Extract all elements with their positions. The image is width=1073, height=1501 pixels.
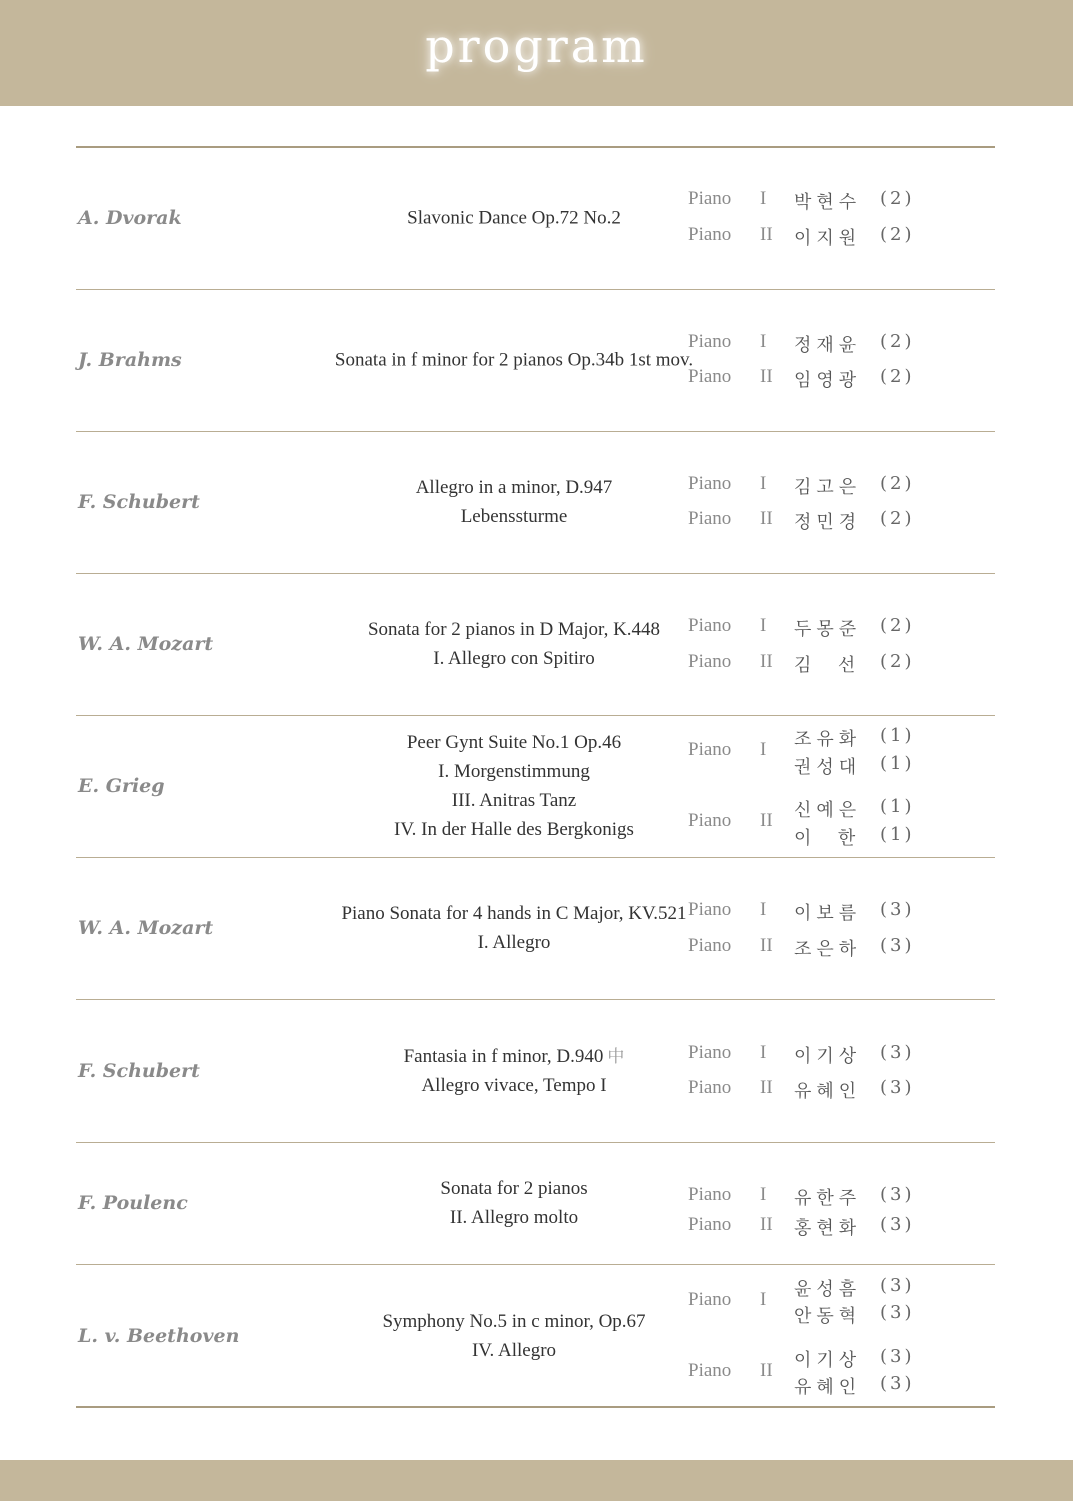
piece-line: Piano Sonata for 4 hands in C Major, KV.521 bbox=[341, 903, 687, 924]
piano-number: II bbox=[760, 935, 773, 956]
header-banner bbox=[0, 0, 1073, 106]
piano-label: Piano bbox=[688, 1289, 732, 1310]
piece-line: III. Anitras Tanz bbox=[451, 790, 577, 811]
composer-name: W. A. Mozart bbox=[78, 917, 214, 939]
piano-label: Piano bbox=[688, 188, 732, 209]
piano-number: II bbox=[760, 810, 773, 831]
piano-number: I bbox=[760, 615, 767, 636]
piano-label: Piano bbox=[688, 739, 732, 760]
piano-number: II bbox=[760, 508, 773, 529]
piece-title bbox=[306, 473, 722, 531]
piano-label: Piano bbox=[688, 473, 732, 494]
performer-name: 신예은 bbox=[794, 800, 862, 821]
performer-grade: (1) bbox=[880, 824, 915, 845]
performer-name: 권성대 bbox=[794, 757, 862, 778]
piano-label: Piano bbox=[688, 651, 732, 672]
piano-number: II bbox=[760, 1077, 773, 1098]
performer-grade: (3) bbox=[880, 1346, 915, 1367]
piano-number: II bbox=[760, 1360, 773, 1381]
performer-grade: (1) bbox=[880, 796, 915, 817]
piece-line: Slavonic Dance Op.72 No.2 bbox=[407, 207, 621, 229]
performer-grade: (1) bbox=[880, 753, 915, 774]
piece-title bbox=[306, 899, 722, 957]
piano-number: II bbox=[760, 651, 773, 672]
piece-line: IV. In der Halle des Bergkonigs bbox=[394, 819, 634, 840]
composer-name: F. Schubert bbox=[78, 491, 200, 513]
piano-number: I bbox=[760, 739, 767, 760]
piece-line: II. Allegro molto bbox=[449, 1207, 579, 1228]
piece-line: I. Morgenstimmung bbox=[438, 761, 590, 782]
program-entry bbox=[76, 857, 995, 999]
performer-grade: (3) bbox=[880, 935, 915, 956]
performer-name: 박현수 bbox=[794, 192, 862, 213]
piece-line: Sonata in f minor for 2 pianos Op.34b 1st mov. bbox=[334, 349, 694, 371]
piece-title bbox=[306, 1307, 722, 1365]
piece-line: Allegro vivace, Tempo I bbox=[421, 1074, 607, 1096]
performer-name: 임영광 bbox=[794, 370, 862, 391]
piece-title bbox=[306, 204, 722, 233]
piano-label: Piano bbox=[688, 508, 732, 529]
performer-grade: (3) bbox=[880, 1077, 915, 1098]
piece-line: Fantasia in f minor, D.940 中 bbox=[403, 1045, 625, 1067]
piano-number: II bbox=[760, 366, 773, 387]
performer-grade: (2) bbox=[880, 331, 915, 352]
piano-number: II bbox=[760, 1214, 773, 1235]
program-entry bbox=[76, 999, 995, 1142]
bottom-rule bbox=[76, 1406, 995, 1408]
piano-label: Piano bbox=[688, 1077, 732, 1098]
performer-name: 이기상 bbox=[794, 1350, 862, 1371]
piano-label: Piano bbox=[688, 935, 732, 956]
piano-label: Piano bbox=[688, 224, 732, 245]
performer-grade: (2) bbox=[880, 224, 915, 245]
performer-name: 홍현화 bbox=[794, 1218, 862, 1239]
piece-title bbox=[306, 1042, 722, 1100]
performer-name: 이지원 bbox=[794, 228, 862, 249]
program-entry bbox=[76, 431, 995, 573]
footer-banner bbox=[0, 1460, 1073, 1501]
performer-grade: (2) bbox=[880, 188, 915, 209]
composer-name: L. v. Beethoven bbox=[78, 1324, 240, 1347]
piece-title bbox=[306, 615, 722, 673]
performer-name: 유한주 bbox=[794, 1188, 862, 1209]
performer-grade: (2) bbox=[880, 615, 915, 636]
performer-name: 두몽준 bbox=[794, 619, 862, 640]
composer-name: A. Dvorak bbox=[78, 207, 182, 229]
program-entry bbox=[76, 289, 995, 431]
performer-grade: (2) bbox=[880, 651, 915, 672]
performer-grade: (3) bbox=[880, 1042, 915, 1063]
piano-number: I bbox=[760, 1289, 767, 1310]
composer-name: F. Poulenc bbox=[78, 1192, 188, 1214]
piano-label: Piano bbox=[688, 1184, 732, 1205]
piece-marker: 中 bbox=[607, 1046, 625, 1066]
piece-title bbox=[306, 728, 722, 844]
page-title: program bbox=[425, 19, 648, 73]
piece-line: I. Allegro bbox=[477, 932, 551, 953]
piece-title bbox=[306, 1174, 722, 1232]
piece-title bbox=[306, 346, 722, 375]
performer-name: 조은하 bbox=[794, 939, 862, 960]
piano-label: Piano bbox=[688, 1214, 732, 1235]
piano-label: Piano bbox=[688, 615, 732, 636]
piece-line: Sonata for 2 pianos in D Major, K.448 bbox=[367, 619, 661, 640]
piece-line: I. Allegro con Spitiro bbox=[433, 648, 595, 669]
performer-name: 이 한 bbox=[794, 828, 861, 849]
piano-label: Piano bbox=[688, 1042, 732, 1063]
piece-line: Symphony No.5 in c minor, Op.67 bbox=[382, 1310, 646, 1332]
piano-number: I bbox=[760, 331, 767, 352]
piano-label: Piano bbox=[688, 1360, 732, 1381]
performer-name: 정재윤 bbox=[794, 335, 862, 356]
performer-name: 김 선 bbox=[794, 655, 861, 676]
performer-name: 윤성흠 bbox=[794, 1279, 862, 1300]
performer-name: 이기상 bbox=[794, 1046, 862, 1067]
performer-name: 김고은 bbox=[794, 477, 862, 498]
performer-name: 유혜인 bbox=[794, 1081, 862, 1102]
performer-name: 조유화 bbox=[794, 729, 862, 750]
performer-grade: (3) bbox=[880, 1184, 915, 1205]
piano-label: Piano bbox=[688, 899, 732, 920]
piano-number: II bbox=[760, 224, 773, 245]
performer-grade: (3) bbox=[880, 1275, 915, 1296]
composer-name: J. Brahms bbox=[78, 349, 182, 371]
piece-line: Peer Gynt Suite No.1 Op.46 bbox=[406, 732, 622, 753]
piano-number: I bbox=[760, 1042, 767, 1063]
performer-name: 이보름 bbox=[794, 903, 862, 924]
piano-label: Piano bbox=[688, 810, 732, 831]
performer-grade: (2) bbox=[880, 473, 915, 494]
performer-grade: (3) bbox=[880, 899, 915, 920]
piece-line: Sonata for 2 pianos bbox=[440, 1178, 588, 1199]
composer-name: F. Schubert bbox=[78, 1059, 200, 1082]
program-entry bbox=[76, 573, 995, 715]
performer-grade: (3) bbox=[880, 1373, 915, 1394]
piano-number: I bbox=[760, 473, 767, 494]
performer-grade: (1) bbox=[880, 725, 915, 746]
composer-name: E. Grieg bbox=[78, 775, 165, 797]
piece-line: Lebenssturme bbox=[460, 506, 568, 527]
performer-grade: (3) bbox=[880, 1214, 915, 1235]
piano-label: Piano bbox=[688, 331, 732, 352]
performer-grade: (2) bbox=[880, 366, 915, 387]
performer-name: 유혜인 bbox=[794, 1377, 862, 1398]
piano-number: I bbox=[760, 1184, 767, 1205]
piece-line: IV. Allegro bbox=[471, 1339, 557, 1361]
performer-name: 안동혁 bbox=[794, 1306, 862, 1327]
performer-name: 정민경 bbox=[794, 512, 862, 533]
piano-number: I bbox=[760, 899, 767, 920]
piano-number: I bbox=[760, 188, 767, 209]
performer-grade: (2) bbox=[880, 508, 915, 529]
piano-label: Piano bbox=[688, 366, 732, 387]
piece-line: Allegro in a minor, D.947 bbox=[415, 477, 613, 498]
composer-name: W. A. Mozart bbox=[78, 633, 214, 655]
program-entry bbox=[76, 147, 995, 289]
performer-grade: (3) bbox=[880, 1302, 915, 1323]
